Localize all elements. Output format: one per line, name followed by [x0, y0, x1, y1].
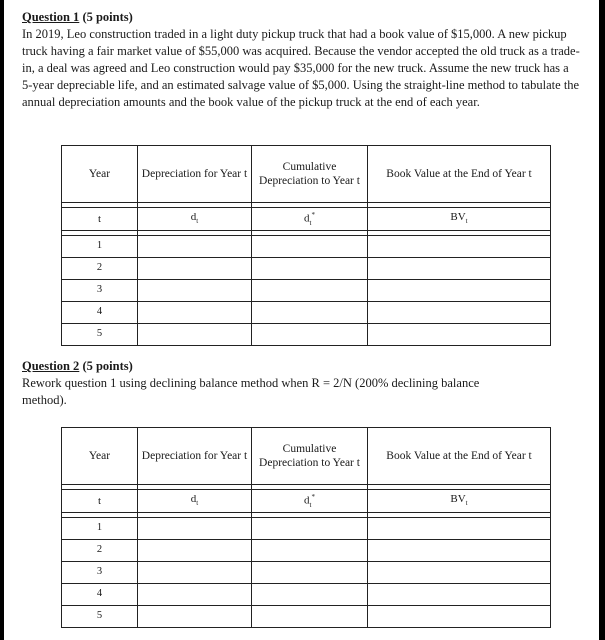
- header-cumulative: Cumulative Depreciation to Year t: [252, 146, 368, 203]
- symbol-dt: $d_t$: [138, 490, 252, 513]
- empty-cell[interactable]: [368, 301, 551, 323]
- empty-cell[interactable]: [252, 323, 368, 345]
- empty-cell[interactable]: [252, 539, 368, 561]
- empty-cell[interactable]: [368, 539, 551, 561]
- symbol-bvt: $BV_t$: [368, 490, 551, 513]
- table-row: [62, 279, 551, 301]
- empty-cell[interactable]: [252, 517, 368, 539]
- year-cell: 2: [62, 539, 138, 561]
- year-cell: 2: [62, 257, 138, 279]
- empty-cell[interactable]: [252, 561, 368, 583]
- year-cell: 4: [62, 301, 138, 323]
- empty-cell[interactable]: [368, 279, 551, 301]
- question-2-text: Rework question 1 using declining balance method when R = 2/N (200% declining balance method).: [22, 376, 480, 407]
- question-2-title: Question 2: [22, 359, 80, 373]
- question-1-points: (5 points): [79, 10, 133, 24]
- header-year: Year: [62, 146, 138, 203]
- empty-cell[interactable]: [252, 301, 368, 323]
- empty-cell[interactable]: [368, 517, 551, 539]
- year-cell: 1: [62, 517, 138, 539]
- symbol-bvt: $BV_t$: [368, 208, 551, 231]
- empty-cell[interactable]: [138, 323, 252, 345]
- symbol-t: t: [62, 490, 138, 513]
- empty-cell[interactable]: [252, 235, 368, 257]
- empty-cell[interactable]: [252, 605, 368, 627]
- year-cell: 5: [62, 323, 138, 345]
- empty-cell[interactable]: [252, 583, 368, 605]
- question-1-title: Question 1: [22, 10, 80, 24]
- header-cumulative: Cumulative Depreciation to Year t: [252, 428, 368, 485]
- question-1-text: In 2019, Leo construction traded in a light duty pickup truck that had a book value of $15,000. A new pickup truck having a fair market value of $55,000 was acquired. Because the vendor accepted the old truck as a trade-in, a deal was agreed and Leo construction would pay $35,000 for the new truck. Assume the new truck has a 5-year depreciable life, and an estimated salvage value of $5,000. Using the straight-line method to tabulate the annual depreciation amounts and the book value of the pickup truck at the end of each year.: [22, 27, 580, 109]
- header-year: Year: [62, 428, 138, 485]
- table-row: [62, 323, 551, 345]
- empty-cell[interactable]: [252, 257, 368, 279]
- table-row: [62, 517, 551, 539]
- symbol-dt: $d_t$: [138, 208, 252, 231]
- empty-cell[interactable]: [138, 235, 252, 257]
- question-1-heading: [22, 10, 133, 25]
- empty-cell[interactable]: [368, 605, 551, 627]
- empty-cell[interactable]: [368, 235, 551, 257]
- question-2-points: (5 points): [79, 359, 133, 373]
- empty-cell[interactable]: [368, 561, 551, 583]
- table-row: [62, 605, 551, 627]
- empty-cell[interactable]: [138, 605, 252, 627]
- empty-cell[interactable]: [368, 583, 551, 605]
- table-row: [62, 257, 551, 279]
- table-row: [62, 235, 551, 257]
- empty-cell[interactable]: [138, 257, 252, 279]
- question-2-heading: [22, 359, 133, 374]
- empty-cell[interactable]: [138, 561, 252, 583]
- empty-cell[interactable]: [138, 583, 252, 605]
- table-row: [62, 301, 551, 323]
- header-book-value: Book Value at the End of Year t: [368, 146, 551, 203]
- table-q1: [61, 145, 551, 346]
- header-depreciation: Depreciation for Year t: [138, 146, 252, 203]
- header-book-value: Book Value at the End of Year t: [368, 428, 551, 485]
- header-depreciation: Depreciation for Year t: [138, 428, 252, 485]
- empty-cell[interactable]: [368, 323, 551, 345]
- empty-cell[interactable]: [138, 517, 252, 539]
- year-cell: 1: [62, 235, 138, 257]
- right-border: [599, 0, 605, 640]
- symbol-t: t: [62, 208, 138, 231]
- year-cell: 5: [62, 605, 138, 627]
- empty-cell[interactable]: [138, 279, 252, 301]
- symbol-dt-star: $d_t^*$: [252, 208, 368, 231]
- table-row: [62, 539, 551, 561]
- empty-cell[interactable]: [138, 539, 252, 561]
- left-border: [0, 0, 4, 640]
- table-row: [62, 583, 551, 605]
- empty-cell[interactable]: [138, 301, 252, 323]
- table-q2: [61, 427, 551, 628]
- symbol-dt-star: $d_t^*$: [252, 490, 368, 513]
- table-row: [62, 561, 551, 583]
- empty-cell[interactable]: [368, 257, 551, 279]
- empty-cell[interactable]: [252, 279, 368, 301]
- year-cell: 3: [62, 279, 138, 301]
- year-cell: 4: [62, 583, 138, 605]
- year-cell: 3: [62, 561, 138, 583]
